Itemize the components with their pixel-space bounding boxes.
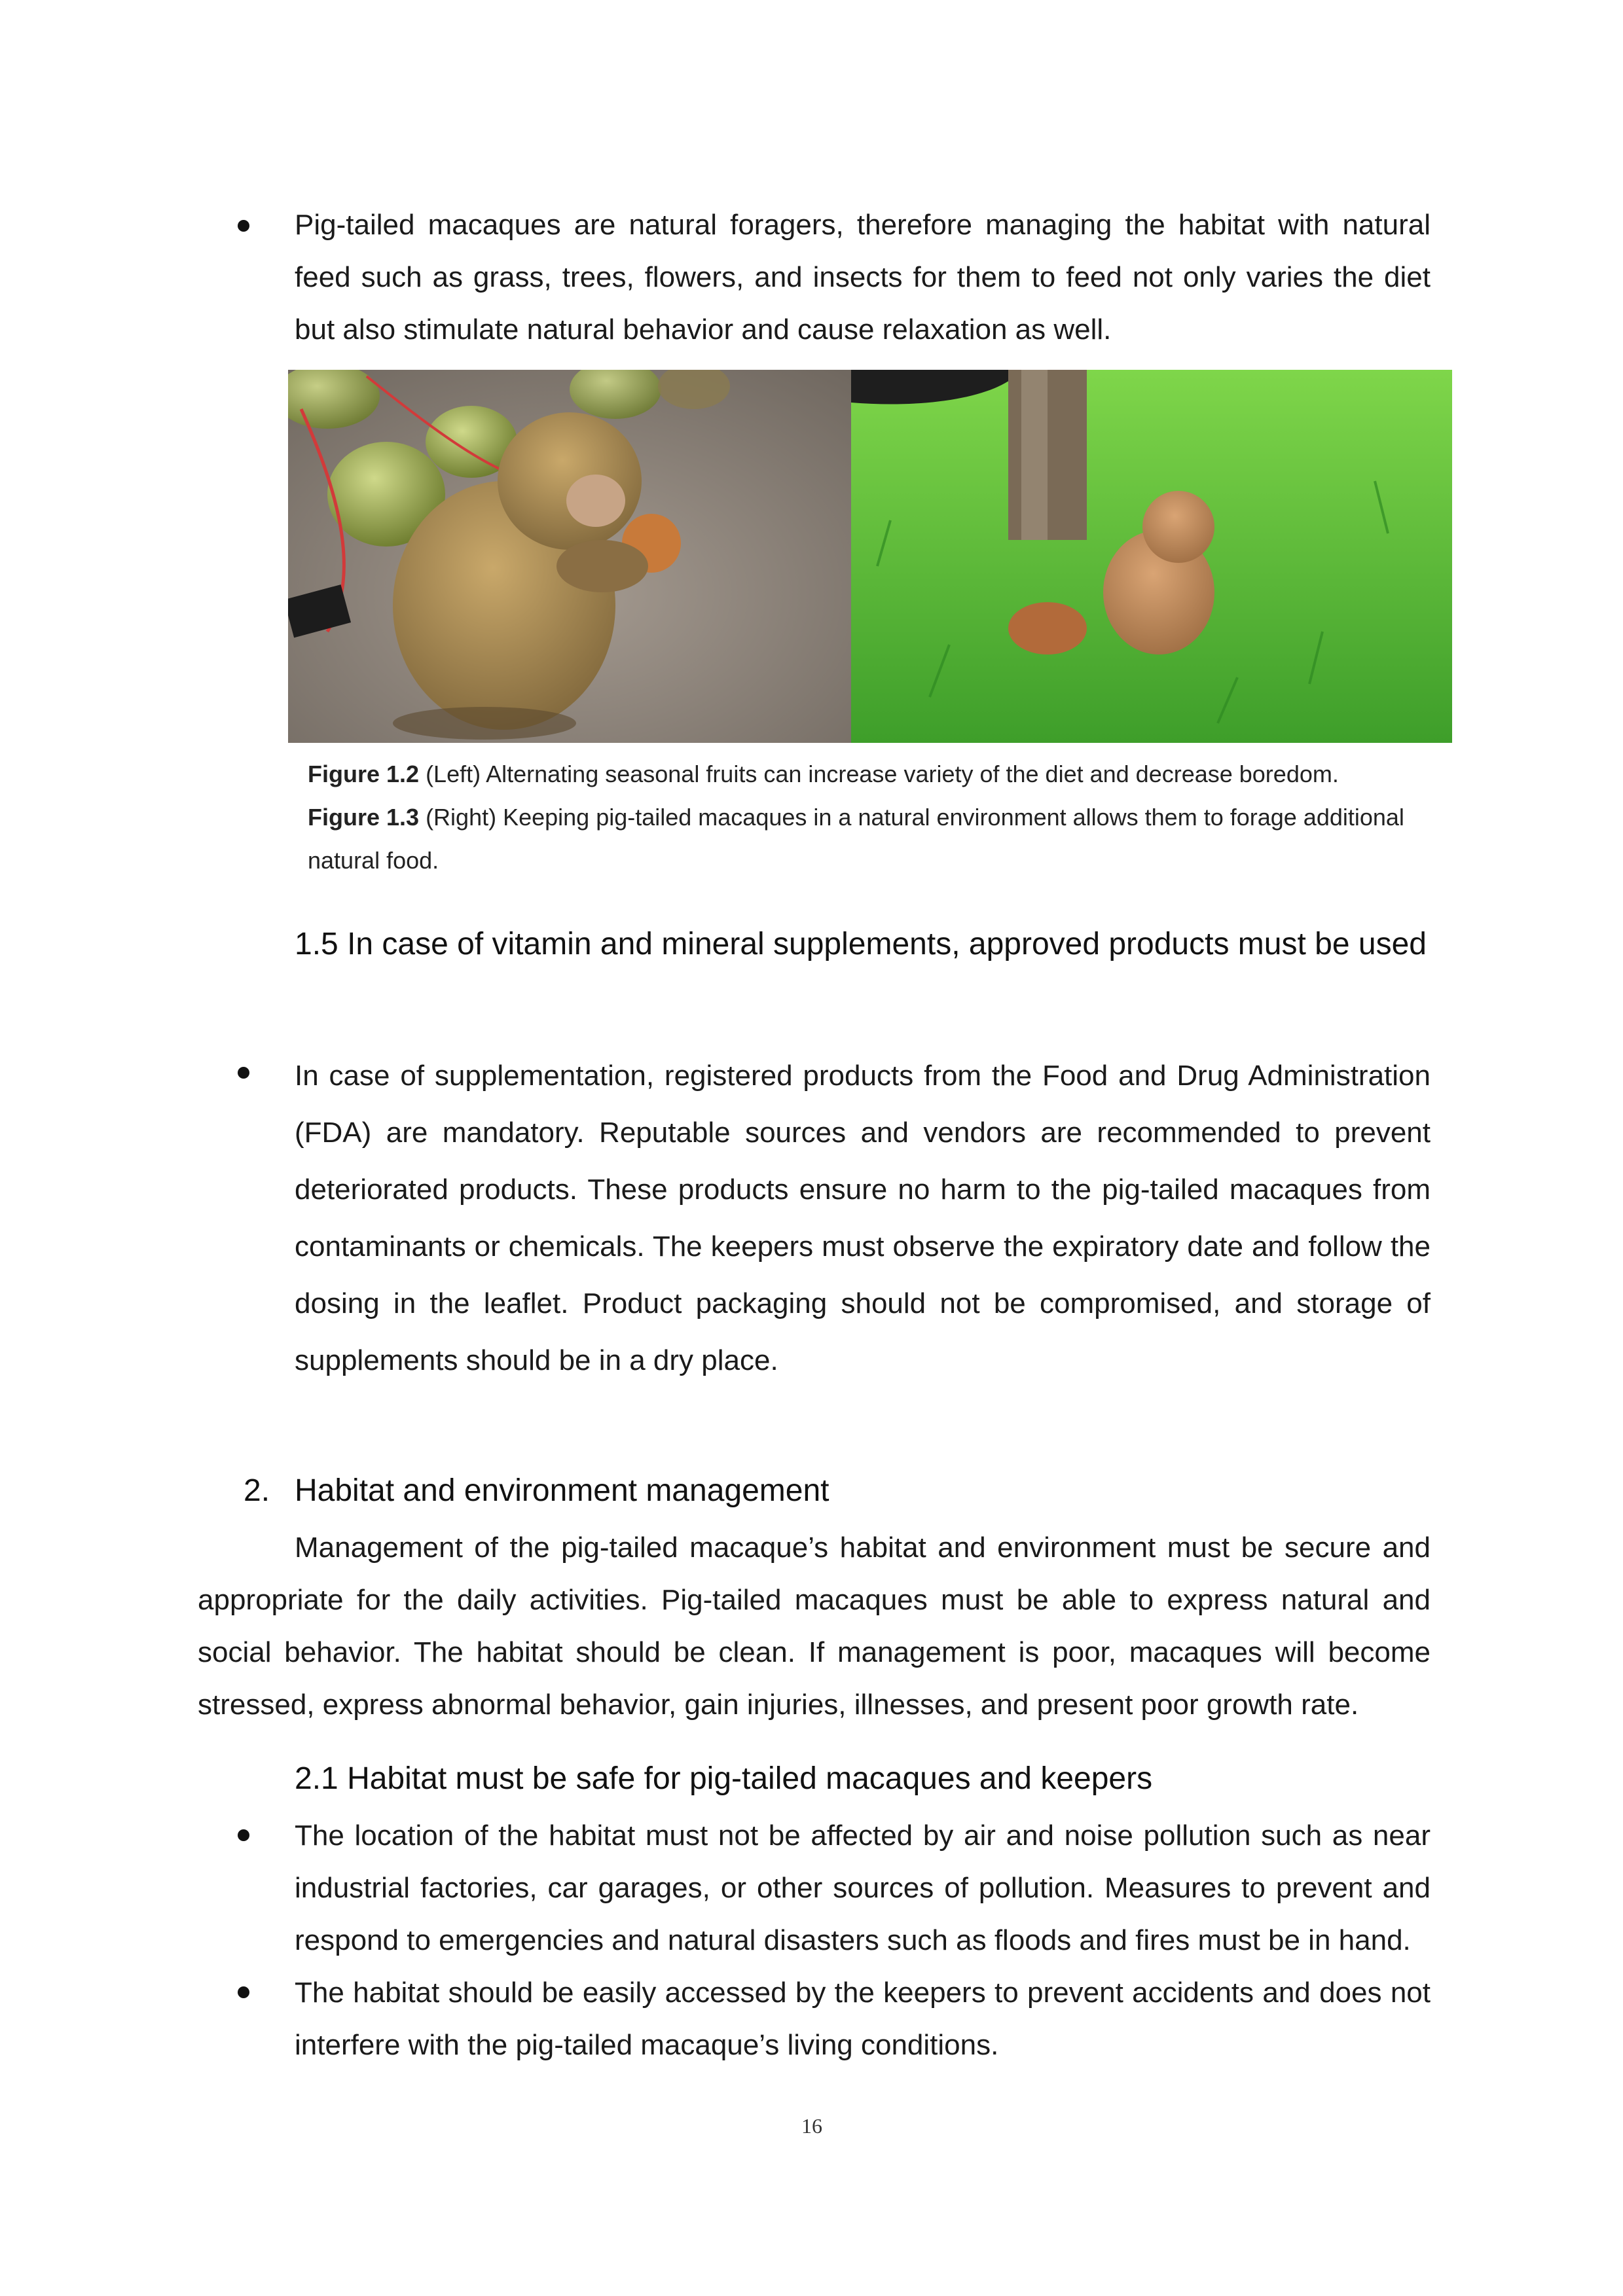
- page-number: 16: [801, 2114, 822, 2138]
- section-2-heading: Habitat and environment management: [295, 1473, 830, 1508]
- section-1-5-heading: 1.5 In case of vitamin and mineral supplements, approved products must be used: [295, 927, 1427, 961]
- figure-1-2-caption: [308, 753, 1447, 796]
- figure-1-2-text: (Left) Alternating seasonal fruits can increase variety of the diet and decrease boredom.: [419, 761, 1339, 787]
- figure-1-3-text: (Right) Keeping pig-tailed macaques in a natural environment allows them to forage additional natural food.: [308, 804, 1404, 874]
- monkey-in-grass-photo: [851, 370, 1452, 743]
- section-2-paragraph: Management of the pig-tailed macaque’s habitat and environment must be secure and appropriate for the daily activities. Pig-tailed macaques must be able to express natural and social behavior. The habitat should be clean. If management is poor, macaques will become stressed, express abnormal behavior, gain injuries, illnesses, and present poor growth rate.: [198, 1532, 1431, 1721]
- section-2-1-heading: 2.1 Habitat must be safe for pig-tailed macaques and keepers: [295, 1761, 1153, 1796]
- bullet-dot: [238, 1829, 249, 1841]
- supplement-bullet-text: In case of supplementation, registered products from the Food and Drug Administration (FDA) are mandatory. Reputable sources and vendors are recommended to prevent deteriorated products. These products ensure no harm to the pig-tailed macaques from contaminants or chemicals. The keepers must observe the expiratory date and follow the dosing in the leaflet. Product packaging should not be compromised, and storage of supplements should be in a dry place.: [295, 1060, 1431, 1376]
- bullet-foragers-text: Pig-tailed macaques are natural foragers, therefore managing the habitat with natural feed such as grass, trees, flowers, and insects for them to feed not only varies the diet but also stimulate natural behavior and cause relaxation as well.: [295, 209, 1431, 346]
- monkey-eating-fruit-photo: [288, 370, 851, 743]
- section-2-number: 2.: [244, 1473, 270, 1508]
- figure-1-3-label: Figure 1.3: [308, 804, 420, 831]
- figure-1-2-label: Figure 1.2: [308, 761, 420, 787]
- bullet-dot: [238, 220, 249, 232]
- figure-caption: [308, 753, 1447, 882]
- bullet-dot: [238, 1986, 249, 1998]
- habitat-location-bullet: The location of the habitat must not be affected by air and noise pollution such as near industrial factories, car garages, or other sources of pollution. Measures to prevent and respond to emergencies and natural disasters such as floods and fires must be in hand.: [295, 1820, 1431, 1956]
- bullet-dot: [238, 1067, 249, 1079]
- figure-1-3-caption: [308, 796, 1447, 882]
- habitat-access-bullet: The habitat should be easily accessed by the keepers to prevent accidents and does not interfere with the pig-tailed macaque’s living conditions.: [295, 1977, 1431, 2061]
